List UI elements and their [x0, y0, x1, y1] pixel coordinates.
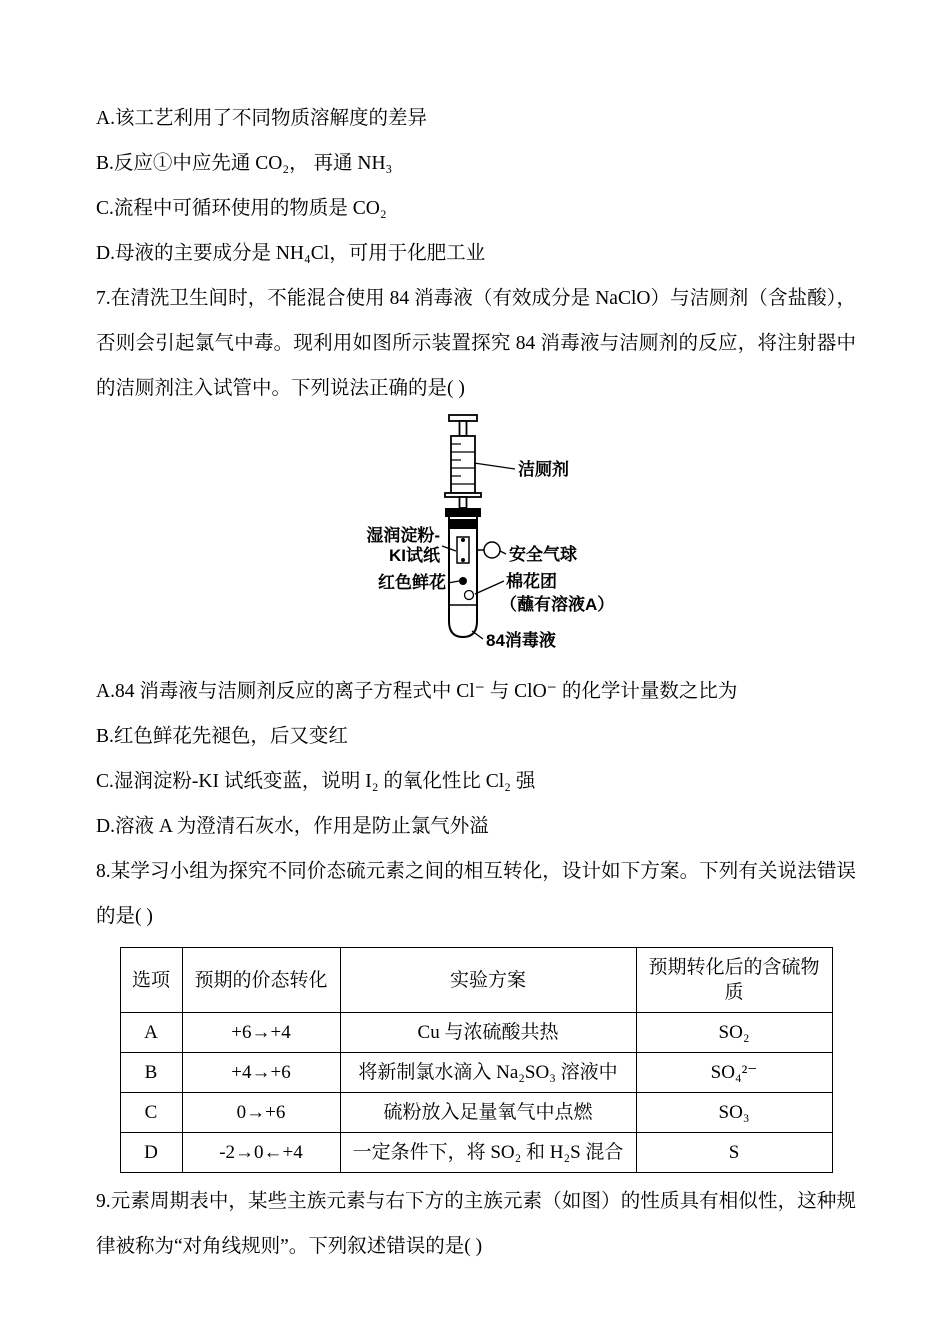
q7-option-a: A.84 消毒液与洁厕剂反应的离子方程式中 Cl⁻ 与 ClO⁻ 的化学计量数之比为 — [96, 681, 738, 702]
leader-balloon-label — [500, 551, 506, 554]
table-cell: Cu 与浓硫酸共热 — [340, 1013, 636, 1053]
leader-syringe-label — [474, 463, 515, 469]
q7-stem: 7.在清洗卫生间时，不能混合使用 84 消毒液（有效成分是 NaClO）与洁厕剂（含盐酸），否则会引起氯气中毒。现利用如图所示装置探究 84 消毒液与洁厕剂的反应，将注射器中的洁厕剂注入试管中。下列说法正确的是( ) — [96, 288, 856, 399]
ki-paper-dot-top — [461, 538, 465, 542]
table-header-transition: 预期的价态转化 — [182, 948, 340, 1013]
q7-apparatus-figure — [120, 413, 856, 665]
table-cell: SO₄²⁻ — [636, 1053, 832, 1093]
q8-stem: 8.某学习小组为探究不同价态硫元素之间的相互转化，设计如下方案。下列有关说法错误的是( ) — [96, 861, 856, 927]
cotton-ball — [465, 591, 474, 600]
red-flower — [459, 577, 467, 585]
table-cell: 将新制氯水滴入 Na₂SO₃ 溶液中 — [340, 1053, 636, 1093]
table-cell: 0→+6 — [182, 1093, 340, 1133]
label-safety-balloon: 安全气球 — [509, 545, 577, 564]
table-cell: +4→+6 — [182, 1053, 340, 1093]
table-cell: +6→+4 — [182, 1013, 340, 1053]
label-cotton-line2: （蘸有溶液A） — [500, 595, 615, 614]
q7-apparatus-diagram — [288, 413, 688, 663]
table-row — [120, 1133, 832, 1173]
syringe-tip — [460, 497, 467, 508]
q8-table — [120, 947, 833, 1173]
q6-option-d: D.母液的主要成分是 NH₄Cl，可用于化肥工业 — [96, 243, 486, 264]
q6-option-c: C.流程中可循环使用的物质是 CO₂ — [96, 198, 387, 219]
table-cell: D — [120, 1133, 182, 1173]
leader-bleach-label — [472, 631, 483, 639]
table-row — [120, 1013, 832, 1053]
table-header-plan: 实验方案 — [340, 948, 636, 1013]
table-header-row — [120, 948, 832, 1013]
table-cell: A — [120, 1013, 182, 1053]
label-red-flower: 红色鲜花 — [378, 573, 446, 592]
table-cell: C — [120, 1093, 182, 1133]
label-ki-paper-line1: 湿润淀粉- — [366, 526, 440, 545]
q6-option-a: A.该工艺利用了不同物质溶解度的差异 — [96, 108, 427, 129]
leader-cotton-label — [475, 581, 504, 594]
table-cell: 硫粉放入足量氧气中点燃 — [340, 1093, 636, 1133]
table-header-product: 预期转化后的含硫物质 — [636, 948, 832, 1013]
table-row — [120, 1053, 832, 1093]
stopper-band-top — [445, 508, 481, 517]
stopper-band-bottom — [448, 519, 478, 529]
label-ki-paper-line2: KI试纸 — [389, 546, 440, 565]
syringe — [445, 415, 481, 508]
label-bleach: 84消毒液 — [486, 631, 556, 650]
q7-option-b: B.红色鲜花先褪色，后又变红 — [96, 726, 348, 747]
table-cell: SO₃ — [636, 1093, 832, 1133]
rubber-stopper — [445, 508, 481, 529]
table-cell: -2→0←+4 — [182, 1133, 340, 1173]
table-row — [120, 1093, 832, 1133]
syringe-plunger-rod — [460, 421, 467, 436]
q6-option-b: B.反应①中应先通 CO₂， 再通 NH₃ — [96, 153, 393, 174]
label-syringe-content: 洁厕剂 — [518, 460, 569, 479]
table-cell: 一定条件下，将 SO₂ 和 H₂S 混合 — [340, 1133, 636, 1173]
q7-option-d: D.溶液 A 为澄清石灰水，作用是防止氯气外溢 — [96, 816, 489, 837]
ki-paper-dot-bottom — [461, 558, 465, 562]
table-cell: B — [120, 1053, 182, 1093]
table-header-option: 选项 — [120, 948, 182, 1013]
table-cell: SO₂ — [636, 1013, 832, 1053]
label-cotton-line1: 棉花团 — [506, 572, 557, 591]
q7-option-c: C.湿润淀粉-KI 试纸变蓝，说明 I₂ 的氧化性比 Cl₂ 强 — [96, 771, 536, 792]
table-cell: S — [636, 1133, 832, 1173]
safety-balloon — [484, 542, 500, 558]
q9-stem: 9.元素周期表中，某些主族元素与右下方的主族元素（如图）的性质具有相似性，这种规律被称为“对角线规则”。下列叙述错误的是( ) — [96, 1191, 856, 1257]
